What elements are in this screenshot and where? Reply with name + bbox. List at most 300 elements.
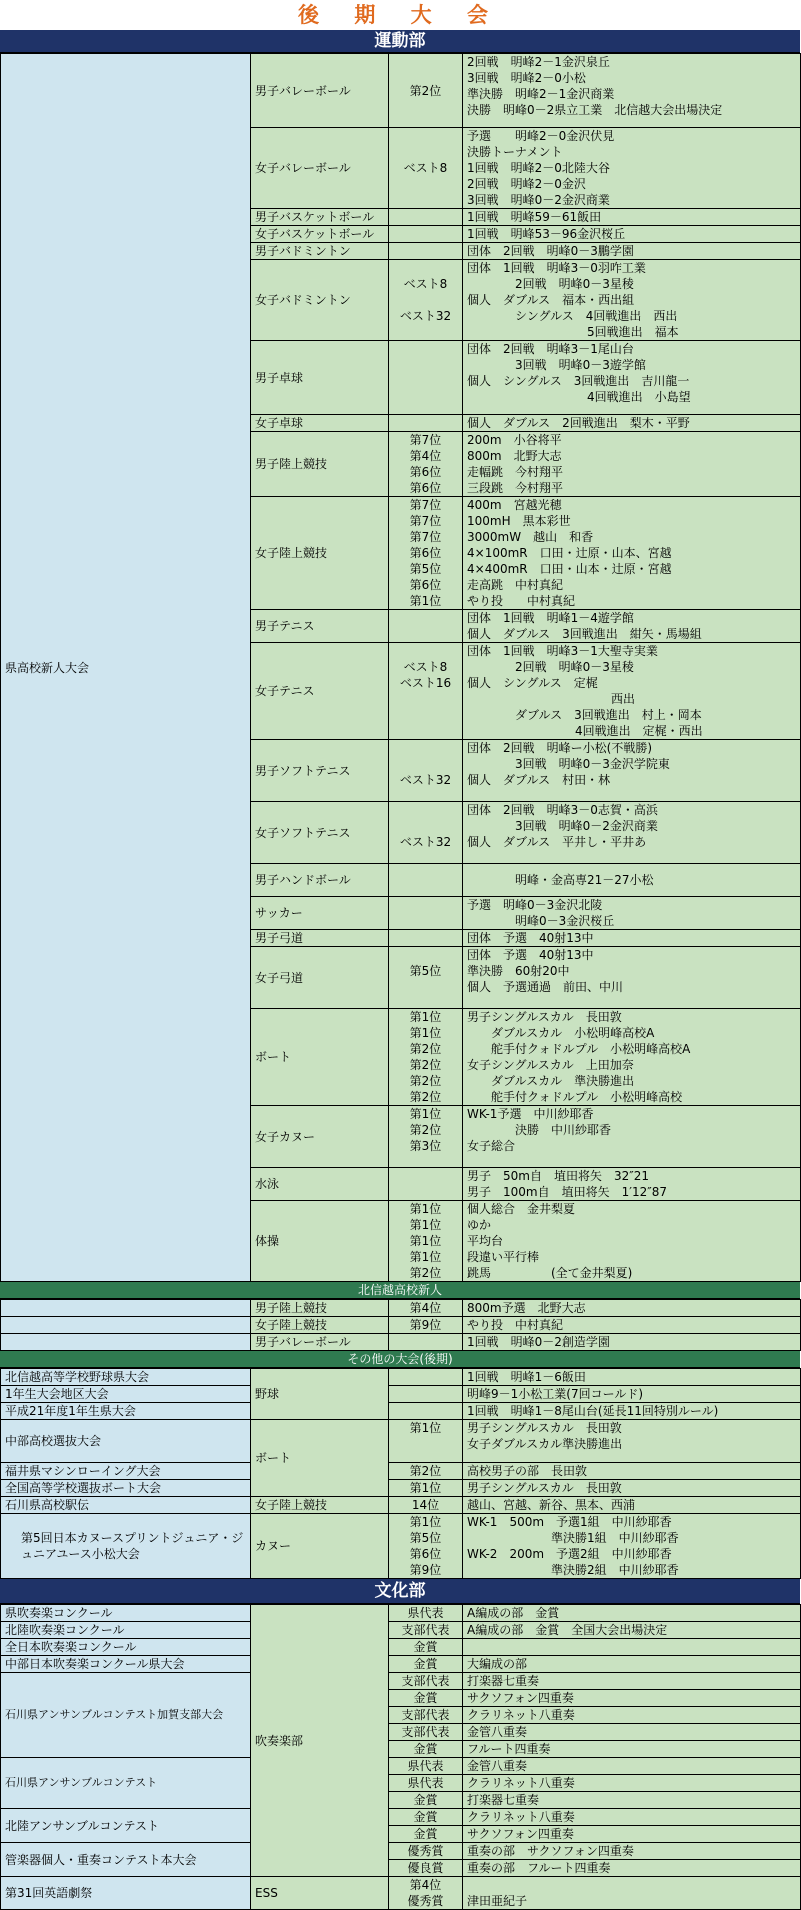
text-line: 200m 小谷将平 [467,433,562,447]
event-name-cell: 第31回英語劇祭 [1,1877,251,1910]
text-line: 準決勝 60射20中 [467,964,570,978]
text-line: 団体 2回戦 明峰0－3鵬学園 [467,244,634,258]
text-line [393,740,458,756]
result-row [1,1809,801,1826]
text-line [393,979,458,995]
detail-cell [463,802,801,864]
text-line: シングルス 4回戦進出 西出 [467,309,678,323]
text-line: 跳馬 (全て金井梨夏) [467,1266,633,1280]
result-cell [389,432,463,497]
event-name-cell: 1年生大会地区大会 [1,1386,251,1403]
club-name-cell: 女子ソフトテニス [251,802,389,864]
result-cell [389,128,463,209]
result-row [1,1480,801,1497]
event-name-cell: 管楽器個人・重奏コンテスト本大会 [1,1843,251,1877]
text-line: 400m 宮越光穂 [467,498,562,512]
event-name-cell: 全国高等学校選抜ボート大会 [1,1480,251,1497]
text-line: 第1位 [409,1026,442,1040]
detail-cell [463,1201,801,1282]
hokushinetsu-results-table [0,1299,801,1351]
text-line: 第1位 [409,1250,442,1264]
text-line: 第5位 [409,964,442,978]
detail-cell [463,610,801,643]
text-line: 準決勝 明峰2－1金沢商業 [467,87,615,101]
detail-cell: 重奏の部 サクソフォン四重奏 [463,1843,801,1860]
text-line: 舵手付クォドルプル 小松明峰高校A [467,1042,691,1056]
text-line: 3回戦 明峰0－3金沢学院東 [467,757,670,771]
text-line [393,872,458,888]
text-line: 男子シングルスカル 長田敦 [467,1010,622,1024]
event-name-cell: 福井県マシンローイング大会 [1,1463,251,1480]
club-name-cell: 女子卓球 [251,415,389,432]
detail-cell [463,947,801,1009]
text-line: 2回戦 明峰0－3星稜 [467,660,634,674]
event-name-cell: 県高校新人大会 [1,54,251,1282]
detail-cell [463,1168,801,1201]
result-cell: 支部代表 [389,1707,463,1724]
club-name-cell: 女子バドミントン [251,260,389,341]
result-cell: 金賞 [389,1639,463,1656]
text-line [393,209,458,225]
result-cell [389,643,463,740]
text-line: 第7位 [409,530,442,544]
detail-cell: 金管八重奏 [463,1724,801,1741]
detail-cell [463,497,801,610]
text-line: 第6位 [409,465,442,479]
event-name-cell: 平成21年度1年生県大会 [1,1403,251,1420]
detail-cell: 1回戦 明峰0－2創造学園 [463,1334,801,1351]
text-line: 準決勝1組 中川紗耶香 [467,1531,679,1545]
detail-cell: 越山、宮越、新谷、黒本、西浦 [463,1497,801,1514]
detail-cell: 打楽器七重奏 [463,1673,801,1690]
text-line: 段違い平行棒 [467,1250,540,1264]
detail-cell [463,1480,801,1497]
result-row [1,1386,801,1403]
text-line [393,905,458,921]
text-line: 走高跳 中村真紀 [467,578,564,592]
result-cell [389,930,463,947]
result-cell [389,610,463,643]
detail-cell: 1回戦 明峰1－6飯田 [463,1369,801,1386]
text-line: 第7位 [409,514,442,528]
text-line: 第2位 [409,1266,442,1280]
text-line: ベスト32 [399,835,452,849]
result-row [1,54,801,128]
result-cell [389,1106,463,1168]
text-line: 第2位 [409,1123,442,1137]
result-cell [389,1369,463,1386]
text-line: WK-2 200m 予選2組 中川紗耶香 [467,1547,672,1561]
result-row [1,1317,801,1334]
text-line: 第7位 [409,498,442,512]
text-line [393,370,458,386]
club-name-cell: ESS [251,1877,389,1910]
text-line: 予選 明峰2－0金沢伏見 [467,129,615,143]
result-row [1,1656,801,1673]
text-line: 決勝トーナメント [467,145,563,159]
result-cell: 県代表 [389,1775,463,1792]
result-cell [389,497,463,610]
event-name-cell: 北信越高等学校野球県大会 [1,1369,251,1386]
detail-cell [463,432,801,497]
detail-cell: 大編成の部 [463,1656,801,1673]
text-line: 3回戦 明峰0－2金沢商業 [467,819,658,833]
text-line [393,818,458,834]
text-line: WK-1予選 中川紗耶香 [467,1107,594,1121]
club-name-cell: ボート [251,1009,389,1106]
text-line [393,1436,458,1452]
event-name-cell: 中部日本吹奏楽コンクール県大会 [1,1656,251,1673]
detail-cell: サクソフォン四重奏 [463,1826,801,1843]
result-cell [389,1168,463,1201]
detail-cell [463,740,801,802]
club-name-cell: サッカー [251,897,389,930]
text-line: 男子 50m自 埴田将矢 32″21 [467,1169,649,1183]
result-row [1,1843,801,1860]
text-line: 明峰・金高専21－27小松 [467,873,654,887]
text-line: ダブルスカル 準決勝進出 [467,1074,635,1088]
detail-cell: サクソフォン四重奏 [463,1690,801,1707]
sports-section-header: 運動部 [0,30,800,53]
result-cell: 金賞 [389,1792,463,1809]
text-line: 第2位 [409,1074,442,1088]
detail-cell [463,930,801,947]
text-line: 2回戦 明峰0－3星稜 [467,277,634,291]
text-line: 第5位 [409,1531,442,1545]
text-line: 3回戦 明峰2－0小松 [467,71,586,85]
club-name-cell: 男子ハンドボール [251,864,389,897]
text-line: ベスト32 [399,773,452,787]
text-line: 第1位 [409,1481,442,1495]
result-row [1,1300,801,1317]
result-cell [389,260,463,341]
text-line: 決勝 中川紗耶香 [467,1123,612,1137]
detail-cell: 金管八重奏 [463,1758,801,1775]
result-cell [389,341,463,415]
result-cell [389,1201,463,1282]
result-cell [389,897,463,930]
text-line: 個人 ダブルス 2回戦進出 梨木・平野 [467,416,690,430]
text-line: 5回戦進出 福本 [467,325,679,339]
text-line: 3000mW 越山 和香 [467,530,594,544]
text-line: 団体 予選 40射13中 [467,931,594,945]
result-row [1,1369,801,1386]
result-cell: 14位 [389,1497,463,1514]
text-line: ベスト16 [399,676,452,690]
result-cell [389,1420,463,1463]
detail-cell [463,1514,801,1579]
event-name-cell [1,1334,251,1351]
club-name-cell: 男子陸上競技 [251,1300,389,1317]
club-name-cell: 男子弓道 [251,930,389,947]
result-cell [389,1009,463,1106]
result-cell [389,802,463,864]
text-line: 予選 明峰0－3金沢北陵 [467,898,603,912]
result-cell: 県代表 [389,1758,463,1775]
result-row [1,1497,801,1514]
result-cell [389,226,463,243]
text-line: 団体 1回戦 明峰1－4遊学館 [467,611,634,625]
detail-cell: A編成の部 金賞 全国大会出場決定 [463,1622,801,1639]
detail-cell [463,260,801,341]
club-name-cell: 男子陸上競技 [251,432,389,497]
text-line: 個人総合 金井梨夏 [467,1202,576,1216]
detail-cell [463,643,801,740]
club-name-cell: 女子バスケットボール [251,226,389,243]
detail-cell: クラリネット八重奏 [463,1707,801,1724]
other-results-table [0,1368,801,1579]
club-name-cell: カヌー [251,1514,389,1579]
detail-cell [463,415,801,432]
text-line: 第1位 [409,1218,442,1232]
text-line: 第1位 [409,1421,442,1435]
detail-cell: A編成の部 金賞 [463,1605,801,1622]
text-line: 第1位 [409,594,442,608]
text-line: 個人 シングルス 定梶 [467,676,598,690]
detail-cell [463,243,801,260]
text-line: 4×400mR 口田・山本・辻原・宮越 [467,562,672,576]
text-line [393,1176,458,1192]
text-line: 第1位 [409,1202,442,1216]
text-line: 個人 ダブルス 村田・林 [467,773,611,787]
result-row [1,1758,801,1775]
club-name-cell: 男子バドミントン [251,243,389,260]
event-name-cell [1,1317,251,1334]
result-cell [389,740,463,802]
text-line: 2回戦 明峰2－0金沢 [467,177,586,191]
text-line: 4回戦進出 小島望 [467,390,691,404]
result-cell: 県代表 [389,1605,463,1622]
text-line [393,707,458,723]
text-line [393,243,458,259]
detail-cell [463,226,801,243]
club-name-cell: 吹奏楽部 [251,1605,389,1877]
result-cell: 第4位 [389,1300,463,1317]
result-cell [389,1403,463,1420]
detail-cell: 800m予選 北野大志 [463,1300,801,1317]
text-line: 第6位 [409,578,442,592]
detail-cell [463,1639,801,1656]
result-cell: 優秀賞 [389,1843,463,1860]
text-line: 第6位 [409,1547,442,1561]
result-row [1,1605,801,1622]
club-name-cell: 女子カヌー [251,1106,389,1168]
text-line: 第1位 [409,1515,442,1529]
club-name-cell: 女子バレーボール [251,128,389,209]
text-line: 準決勝2組 中川紗耶香 [467,1563,679,1577]
result-cell [389,415,463,432]
text-line: 3回戦 明峰0－2金沢商業 [467,193,610,207]
result-cell: 支部代表 [389,1724,463,1741]
detail-cell [463,1106,801,1168]
text-line: 走幅跳 今村翔平 [467,465,564,479]
detail-cell [463,897,801,930]
club-name-cell: 女子陸上競技 [251,1497,389,1514]
text-line: 個人 予選通過 前田、中川 [467,980,624,994]
result-row [1,1639,801,1656]
text-line: 決勝 明峰0－2県立工業 北信越大会出場決定 [467,103,723,117]
detail-cell [463,341,801,415]
detail-cell [463,1420,801,1463]
event-name-cell: 石川県アンサンブルコンテスト [1,1758,251,1809]
text-line: 明峰0－3金沢桜丘 [467,914,615,928]
result-cell: 第9位 [389,1317,463,1334]
detail-cell: 重奏の部 フルート四重奏 [463,1860,801,1877]
club-name-cell: 体操 [251,1201,389,1282]
text-line: やり投 中村真紀 [467,594,576,608]
text-line: 100mH 黒本彩世 [467,514,571,528]
other-section-header: その他の大会(後期) [0,1351,800,1368]
text-line: WK-1 500m 予選1組 中川紗耶香 [467,1515,672,1529]
result-cell: 金賞 [389,1741,463,1758]
detail-cell [463,864,801,897]
text-line: 2回戦 明峰2－1金沢泉丘 [467,55,610,69]
club-name-cell: 男子卓球 [251,341,389,415]
text-line: 第2位 [409,1464,442,1478]
text-line: 第1位 [409,1107,442,1121]
text-line: 団体 1回戦 明峰3－0羽咋工業 [467,261,646,275]
result-row [1,1420,801,1463]
detail-cell [463,128,801,209]
text-line: 第5位 [409,562,442,576]
text-line: 第6位 [409,546,442,560]
text-line: 個人 ダブルス 平井し・平井あ [467,835,647,849]
text-line: 女子シングルスカル 上田加奈 [467,1058,634,1072]
result-cell [389,1480,463,1497]
detail-cell: やり投 中村真紀 [463,1317,801,1334]
result-row [1,1673,801,1690]
text-line: ベスト32 [399,309,452,323]
detail-cell [463,54,801,128]
text-line: 団体 2回戦 明峰3－1尾山台 [467,342,634,356]
result-cell [389,209,463,226]
result-cell [389,947,463,1009]
page-title: 後 期 大 会 [298,3,502,27]
event-name-cell: 県吹奏楽コンクール [1,1605,251,1622]
text-line [393,226,458,242]
text-line [393,691,458,707]
result-cell [389,243,463,260]
text-line: ゆか [467,1218,492,1232]
text-line: 個人 ダブルス 福本・西出組 [467,293,635,307]
text-line [393,260,458,276]
result-cell: 金賞 [389,1809,463,1826]
club-name-cell: 水泳 [251,1168,389,1201]
text-line: 三段跳 今村翔平 [467,481,564,495]
text-line: 3回戦 明峰0－3遊学館 [467,358,646,372]
result-row [1,1514,801,1579]
detail-cell: クラリネット八重奏 [463,1809,801,1826]
detail-cell: 津田亜紀子 [463,1877,801,1910]
text-line: 1回戦 明峰53－96金沢桜丘 [467,227,626,241]
text-line: 舵手付クォドルプル 小松明峰高校 [467,1090,683,1104]
text-line: 第2位 [409,1042,442,1056]
text-line [393,802,458,818]
text-line [393,930,458,946]
text-line: 4回戦進出 定梶・西出 [467,724,703,738]
detail-cell: 1回戦 明峰1－8尾山台(延長11回特別ルール) [463,1403,801,1420]
event-name-cell: 北陸アンサンブルコンテスト [1,1809,251,1843]
text-line: 第2位 [409,83,442,98]
result-row [1,1334,801,1351]
club-name-cell: 野球 [251,1369,389,1420]
text-line: 高校男子の部 長田敦 [467,1464,588,1478]
text-line: 男子シングルスカル 長田敦 [467,1421,622,1435]
result-row [1,1877,801,1910]
result-cell [389,1334,463,1351]
sports-results-table [0,53,801,1282]
detail-cell: フルート四重奏 [463,1741,801,1758]
club-name-cell: 女子陸上競技 [251,497,389,610]
text-line: 男子シングルスカル 長田敦 [467,1481,622,1495]
text-line: 団体 2回戦 明峰3－0志賀・高浜 [467,803,658,817]
text-line [393,618,458,634]
culture-section-header: 文化部 [0,1579,800,1604]
detail-cell [463,1463,801,1480]
text-line [393,643,458,659]
text-line: 第9位 [409,1563,442,1577]
club-name-cell: ボート [251,1420,389,1497]
text-line: 第1位 [409,1234,442,1248]
text-line: 第2位 [409,1090,442,1104]
event-name-cell [1,1300,251,1317]
result-row [1,1403,801,1420]
hokushinetsu-section-header: 北信越高校新人 [0,1282,800,1299]
detail-cell: 明峰9－1小松工業(7回コールド) [463,1386,801,1403]
event-name-cell: 石川県高校駅伝 [1,1497,251,1514]
text-line: ベスト8 [403,277,448,291]
result-cell: 金賞 [389,1656,463,1673]
text-line: 団体 予選 40射13中 [467,948,594,962]
event-name-cell: 石川県アンサンブルコンテスト加賀支部大会 [1,1673,251,1758]
club-name-cell: 女子陸上競技 [251,1317,389,1334]
text-line: ダブルス 3回戦進出 村上・岡本 [467,708,702,722]
text-line: 第4位 [409,449,442,463]
result-cell: 金賞 [389,1690,463,1707]
club-name-cell: 男子ソフトテニス [251,740,389,802]
detail-cell: クラリネット八重奏 [463,1775,801,1792]
text-line: 800m 北野大志 [467,449,562,463]
club-name-cell: 男子バレーボール [251,54,389,128]
event-name-cell: 中部高校選抜大会 [1,1420,251,1463]
result-cell [389,1877,463,1910]
club-name-cell: 男子バスケットボール [251,209,389,226]
result-cell: 支部代表 [389,1673,463,1690]
text-line: 第1位 [409,1010,442,1024]
text-line: 第3位 [409,1139,442,1153]
text-line: 女子総合 [467,1139,516,1153]
result-cell: 金賞 [389,1826,463,1843]
text-line: ダブルスカル 小松明峰高校A [467,1026,655,1040]
text-line: 男子 100m自 埴田将矢 1′12″87 [467,1185,667,1199]
result-cell: 支部代表 [389,1622,463,1639]
club-name-cell: 男子テニス [251,610,389,643]
result-cell [389,1514,463,1579]
result-cell: 優良賞 [389,1860,463,1877]
result-cell [389,54,463,128]
text-line: ベスト8 [403,161,448,175]
result-cell [389,864,463,897]
text-line: 女子ダブルスカル準決勝進出 [467,1437,623,1451]
result-row [1,1622,801,1639]
text-line: 西出 [467,692,636,706]
text-line: 4×100mR 口田・辻原・山本、宮越 [467,546,672,560]
event-name-cell: 北陸吹奏楽コンクール [1,1622,251,1639]
event-name-cell: 全日本吹奏楽コンクール [1,1639,251,1656]
text-line: 第2位 [409,1058,442,1072]
text-line: 第7位 [409,433,442,447]
club-name-cell: 女子弓道 [251,947,389,1009]
